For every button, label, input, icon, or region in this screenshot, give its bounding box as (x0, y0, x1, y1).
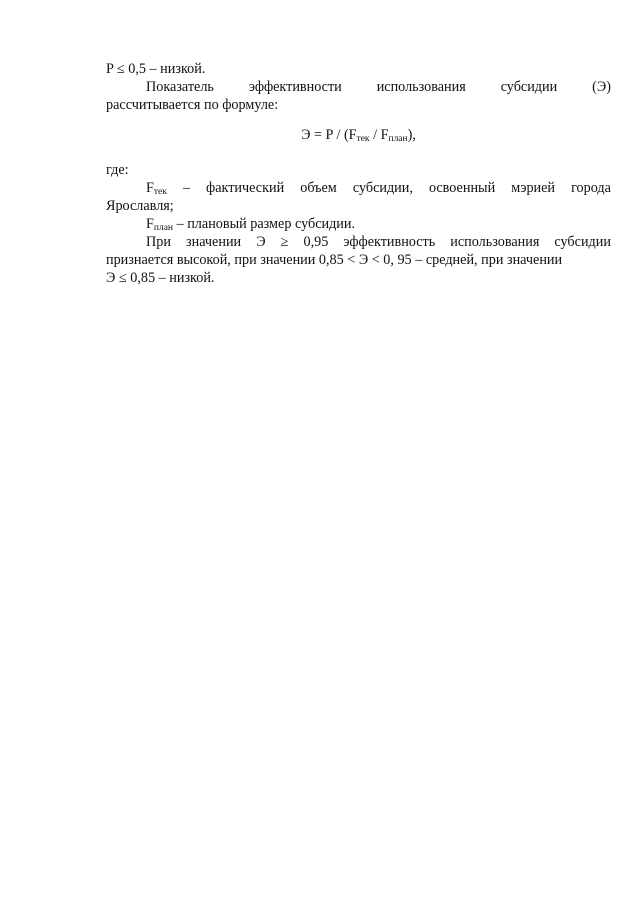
text-line: где: (106, 162, 129, 178)
definition-text: – плановый размер субсидии. (173, 216, 356, 232)
word: значении (186, 234, 242, 250)
word: эффективность (343, 234, 436, 250)
word: ≥ (280, 234, 289, 250)
word: объем (300, 180, 337, 196)
definition-symbol: F (146, 216, 154, 232)
text-line: признается высокой, при значении 0,85 < Э < 0, 95 – средней, при значении (106, 252, 563, 268)
word: мэрией (511, 180, 556, 196)
text-line: Ярославля; (106, 198, 174, 214)
word: эффективности (248, 79, 342, 95)
word: субсидии (500, 79, 558, 95)
formula-subscript: план (388, 134, 408, 144)
formula-subscript: тек (356, 134, 370, 144)
word: 0,95 (303, 234, 329, 250)
word: фактический (206, 180, 285, 196)
definition-line-justified (106, 179, 611, 197)
formula (106, 126, 611, 144)
definition-line (106, 215, 611, 233)
formula-part: Э = P / (F (301, 127, 357, 143)
document-body (106, 60, 611, 287)
formula-part: / F (369, 127, 389, 143)
text-line: рассчитывается по формуле: (106, 97, 279, 113)
word: Показатель (146, 79, 214, 95)
definition-symbol: $F_{тек}$ (146, 180, 167, 197)
word: субсидии (554, 234, 611, 250)
word: Э (256, 234, 266, 250)
word: города (571, 180, 611, 196)
word: использования (450, 234, 540, 250)
word: освоенный (428, 180, 496, 196)
paragraph-line-justified (106, 78, 611, 96)
word: использования (376, 79, 466, 95)
formula-part: ), (407, 127, 416, 143)
word: (Э) (592, 79, 611, 95)
word: субсидии, (352, 180, 413, 196)
paragraph-line-justified (106, 233, 611, 251)
definition-subscript: план (153, 223, 174, 233)
word: При (146, 234, 171, 250)
word: – (182, 180, 190, 196)
text-line: P ≤ 0,5 – низкой. (106, 61, 206, 77)
text-line: Э ≤ 0,85 – низкой. (106, 270, 215, 286)
